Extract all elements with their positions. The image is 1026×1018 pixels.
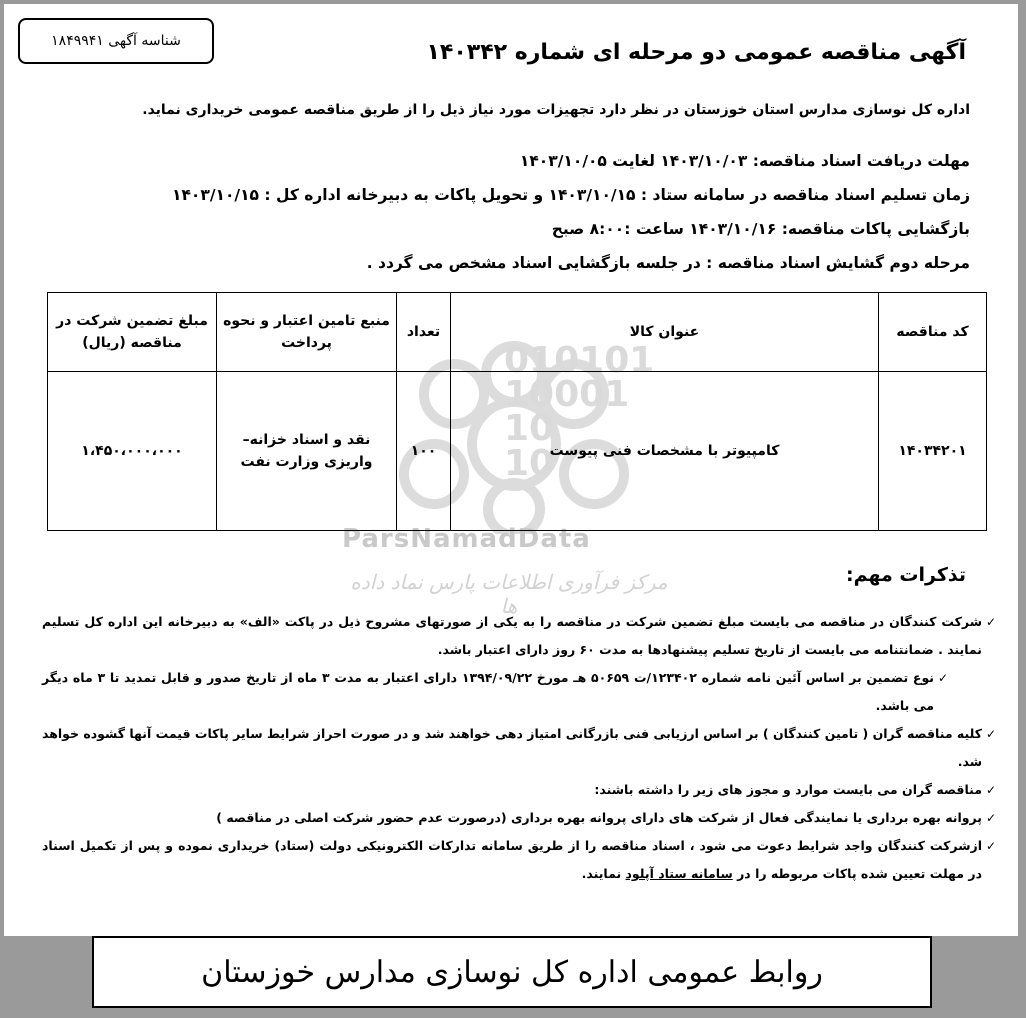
ad-id-text: شناسه آگهی ۱۸۴۹۹۴۱ [51, 33, 181, 49]
info-submission-date: زمان تسلیم اسناد مناقصه در سامانه ستاد : ۱۴۰۳/۱۰/۱۵ و تحویل پاکات به دبیرخانه اداره کل : ۱۴۰۳/۱۰/۱۵ [171, 186, 970, 204]
cell-title: کامپیوتر با مشخصات فنی پیوست [451, 372, 879, 531]
header-title: عنوان کالا [451, 293, 879, 372]
notes-list [42, 608, 996, 888]
note-6-text-start: ازشرکت کنندگان واجد شرایط دعوت می شود ، اسناد مناقصه را از طریق سامانه تدارکات الکترونیکی دولت (ستاد) خریداری نموده و پس از تکمیل اسناد در مهلت تعیین شده پاکات مربوطه را در [42, 838, 982, 881]
footer-text: روابط عمومی اداره کل نوسازی مدارس خوزستان [201, 954, 823, 990]
ad-id-box [18, 18, 214, 64]
info-opening-date: بازگشایی پاکات مناقصه: ۱۴۰۳/۱۰/۱۶ ساعت :۸:۰۰ صبح [551, 220, 970, 238]
list-item [42, 720, 996, 776]
watermark-digits: 010101 10001 10 10 [504, 340, 655, 484]
watermark-brand: ParsNamadData [342, 524, 591, 554]
cell-source: نقد و اسناد خزانه– واریزی وزارت نفت [217, 372, 397, 531]
cell-amount: ۱،۴۵۰،۰۰۰،۰۰۰ [48, 372, 217, 531]
notice-intro: اداره کل نوسازی مدارس استان خوزستان در نظر دارد تجهیزات مورد نیاز ذیل را از طریق مناقصه عمومی خریداری نماید. [142, 102, 970, 118]
list-item [42, 608, 996, 664]
list-item [42, 804, 996, 832]
checkmark-icon: ✓ [985, 811, 996, 825]
table-row [48, 372, 987, 531]
note-1-text-start: شرکت کنندگان در مناقصه می بایست مبلغ [713, 614, 982, 629]
checkmark-icon: ✓ [985, 783, 996, 797]
list-item [42, 776, 996, 804]
checkmark-icon: ✓ [985, 727, 996, 741]
header-qty: تعداد [397, 293, 451, 372]
checkmark-icon: ✓ [985, 839, 996, 853]
header-source: منبع تامین اعتبار و نحوه پرداخت [217, 293, 397, 372]
note-1-text-end: را به یکی از صورتهای مشروح ذیل در پاکت «الف» به دبیرخانه این اداره کل تسلیم نمایند . ضمانتنامه می بایست از تاریخ تسلیم پیشنهادها به مدت ۶۰ روز دارای اعتبار باشد. [42, 614, 982, 657]
header-amount: مبلغ تضمین شرکت در مناقصه (ریال) [48, 293, 217, 372]
cell-qty: ۱۰۰ [397, 372, 451, 531]
note-6-text-end: نمایند. [581, 866, 626, 881]
checkmark-icon: ✓ [937, 671, 948, 685]
header-code: کد مناقصه [879, 293, 987, 372]
notice-title: آگهی مناقصه عمومی دو مرحله ای شماره ۱۴۰۳۴۲ [426, 40, 966, 65]
list-item [42, 664, 996, 720]
note-3-text: کلیه مناقصه گران ( تامین کنندگان ) بر اساس ارزیابی فنی بازرگانی امتیاز دهی خواهند شد و در صورت احراز شرایط سایر پاکات قیمت آنها گشوده خواهد شد. [42, 726, 982, 769]
info-document-deadline: مهلت دریافت اسناد مناقصه: ۱۴۰۳/۱۰/۰۳ لغایت ۱۴۰۳/۱۰/۰۵ [519, 152, 970, 170]
checkmark-icon: ✓ [985, 615, 996, 629]
cell-code: ۱۴۰۳۴۲۰۱ [879, 372, 987, 531]
note-2-text: نوع تضمین بر اساس آئین نامه شماره ۱۲۳۴۰۲/ت ۵۰۶۵۹ هـ مورخ ۱۳۹۴/۰۹/۲۲ دارای اعتبار به مدت ۳ ماه از تاریخ صدور و قابل تمدید تا ۳ ماه دیگر می باشد. [42, 670, 935, 713]
info-second-stage: مرحله دوم گشایش اسناد مناقصه : در جلسه بازگشایی اسناد مشخص می گردد . [366, 254, 970, 272]
table-header-row [48, 293, 987, 372]
note-1-bold: تضمین شرکت در مناقصه [556, 614, 714, 629]
notes-heading: تذکرات مهم: [845, 564, 966, 586]
tender-notice-page [4, 4, 1018, 936]
note-4-text: مناقصه گران می بایست موارد و مجوز های زیر را داشته باشند: [594, 782, 982, 797]
list-item [42, 832, 996, 888]
watermark-subtitle: مرکز فرآوری اطلاعات پارس نماد داده ها [350, 570, 668, 618]
footer-banner [92, 936, 932, 1008]
note-5-text: پروانه بهره برداری یا نمایندگی فعال از شرکت های دارای پروانه بهره برداری (درصورت عدم حضور شرکت اصلی در مناقصه ) [216, 810, 982, 825]
tender-table [47, 292, 987, 531]
note-6-underlined: سامانه ستاد آپلود [625, 866, 733, 881]
